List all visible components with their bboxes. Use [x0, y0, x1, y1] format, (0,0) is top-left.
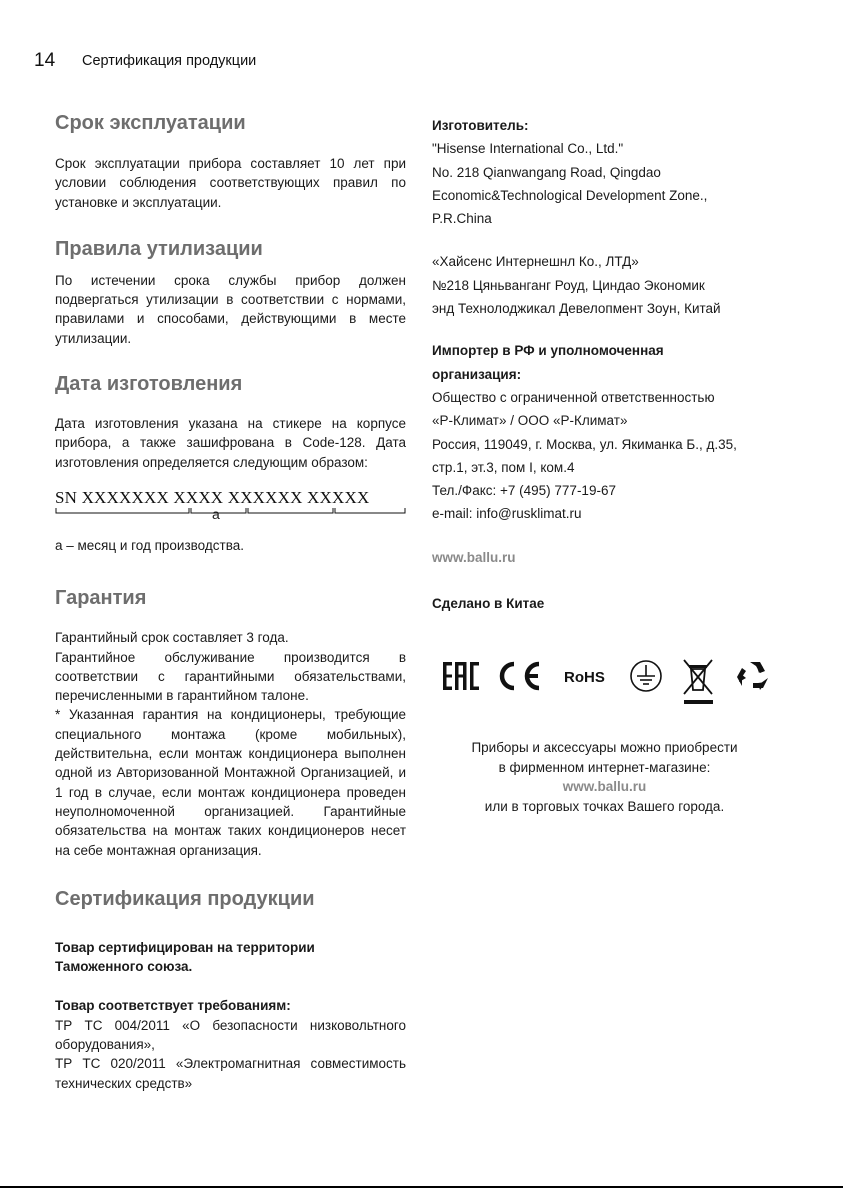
ground-icon — [631, 661, 661, 691]
manufacturer-name: "Hisense International Co., Ltd." — [432, 141, 624, 157]
manufacture-date-heading: Дата изготовления — [55, 373, 243, 396]
importer-address-2: стр.1, эт.3, пом I, ком.4 — [432, 459, 575, 475]
customs-union-line2: Таможенного союза. — [55, 959, 193, 975]
running-title: Сертификация продукции — [82, 53, 257, 69]
manufacturer-address-2: Economic&Technological Development Zone., — [432, 187, 708, 203]
manufacture-date-text: Дата изготовления указана на стикере на корпусе прибора, а также зашифрована в Code-128. Дата изготовления определяется следующим образом: — [55, 416, 406, 470]
disposal-text: По истечении срока службы прибор должен подвергаться утилизации в соответствии с нормами, правилами и способами, действующими в месте утилизации. — [55, 272, 406, 346]
serial-code: SN XXXXXXX XXXX XXXXXX XXXXX — [55, 487, 370, 507]
manufacturer-ru-address-2: энд Технолоджикал Девелопмент Зоун, Китай — [432, 301, 721, 317]
purchase-site-link[interactable]: www.ballu.ru — [562, 779, 647, 794]
importer-phone: Тел./Факс: +7 (495) 777-19-67 — [432, 483, 616, 499]
warranty-service: Гарантийное обслуживание производится в соответствии с гарантийными обязательствами, перечисленными в гарантийном талоне. — [55, 649, 406, 704]
website-link[interactable]: www.ballu.ru — [432, 549, 516, 565]
purchase-line-3: или в торговых точках Вашего города. — [484, 798, 725, 814]
made-in-china: Сделано в Китае — [432, 596, 545, 612]
importer-brand: «Р-Климат» / ООО «Р-Климат» — [432, 413, 628, 429]
footer-rule — [0, 1186, 843, 1188]
importer-company: Общество с ограниченной ответственностью — [432, 389, 715, 405]
certification-heading: Сертификация продукции — [55, 887, 315, 910]
certification-logos — [441, 656, 773, 710]
warranty-period: Гарантийный срок составляет 3 года. — [55, 630, 289, 646]
requirement-low-voltage: ТР ТС 004/2011 «О безопасности низковольтного оборудования», — [55, 1017, 406, 1053]
service-life-heading: Срок эксплуатации — [55, 112, 246, 134]
manufacturer-ru-address-1: №218 Цяньванганг Роуд, Циндао Экономик — [432, 277, 705, 293]
importer-address-1: Россия, 119049, г. Москва, ул. Якиманка Б., д.35, — [432, 436, 737, 452]
requirement-emc: ТР ТС 020/2011 «Электромагнитная совместимость технических средств» — [55, 1056, 406, 1091]
right-column — [432, 116, 777, 613]
requirements-heading: Товар соответствует требованиям: — [55, 998, 291, 1014]
ce-mark-icon — [502, 664, 539, 688]
importer-heading-2: организация: — [432, 366, 522, 382]
page-number: 14 — [34, 50, 56, 71]
service-life-text: Срок эксплуатации прибора составляет 10 лет при условии соблюдения соответствующих правил по установке и эксплуатации. — [55, 156, 406, 210]
importer-email: e-mail: info@rusklimat.ru — [432, 506, 582, 522]
rohs-label: RoHS — [564, 669, 605, 686]
warranty-heading: Гарантия — [55, 587, 147, 610]
left-column — [55, 110, 406, 1093]
manufacturer-ru-name: «Хайсенс Интернешнл Ко., ЛТД» — [432, 254, 639, 270]
marker-legend: a – месяц и год производства. — [55, 537, 244, 553]
manufacturer-country: P.R.China — [432, 211, 492, 227]
importer-heading-1: Импортер в РФ и уполномоченная — [432, 343, 664, 359]
serial-code-diagram — [55, 488, 406, 528]
warranty-note: * Указанная гарантия на кондиционеры, требующие специального монтажа (кроме мобильных), действительна, если монтаж кондиционера выполнен одной из Авторизованной Монтажной Организацией, и 1 год в случае, если монтаж кондиционера проведен неуполномоченной организацией. Гарантийные обязательства на монтаж таких кондиционеров несет на себе монтажная организация. — [55, 707, 406, 858]
eac-mark-icon — [443, 662, 479, 690]
weee-bin-icon — [684, 660, 713, 704]
purchase-line-1: Приборы и аксессуары можно приобрести — [471, 740, 738, 755]
purchase-line-2: в фирменном интернет-магазине: — [498, 759, 711, 775]
disposal-heading: Правила утилизации — [55, 237, 263, 260]
serial-marker: a — [212, 505, 220, 522]
purchase-info — [432, 738, 777, 816]
manufacturer-heading: Изготовитель: — [432, 118, 529, 133]
serial-code-brackets — [55, 508, 406, 514]
customs-union-line1: Товар сертифицирован на территории — [55, 939, 315, 955]
manufacturer-address-1: No. 218 Qianwangang Road, Qingdao — [432, 164, 661, 180]
recycle-icon — [737, 662, 768, 690]
